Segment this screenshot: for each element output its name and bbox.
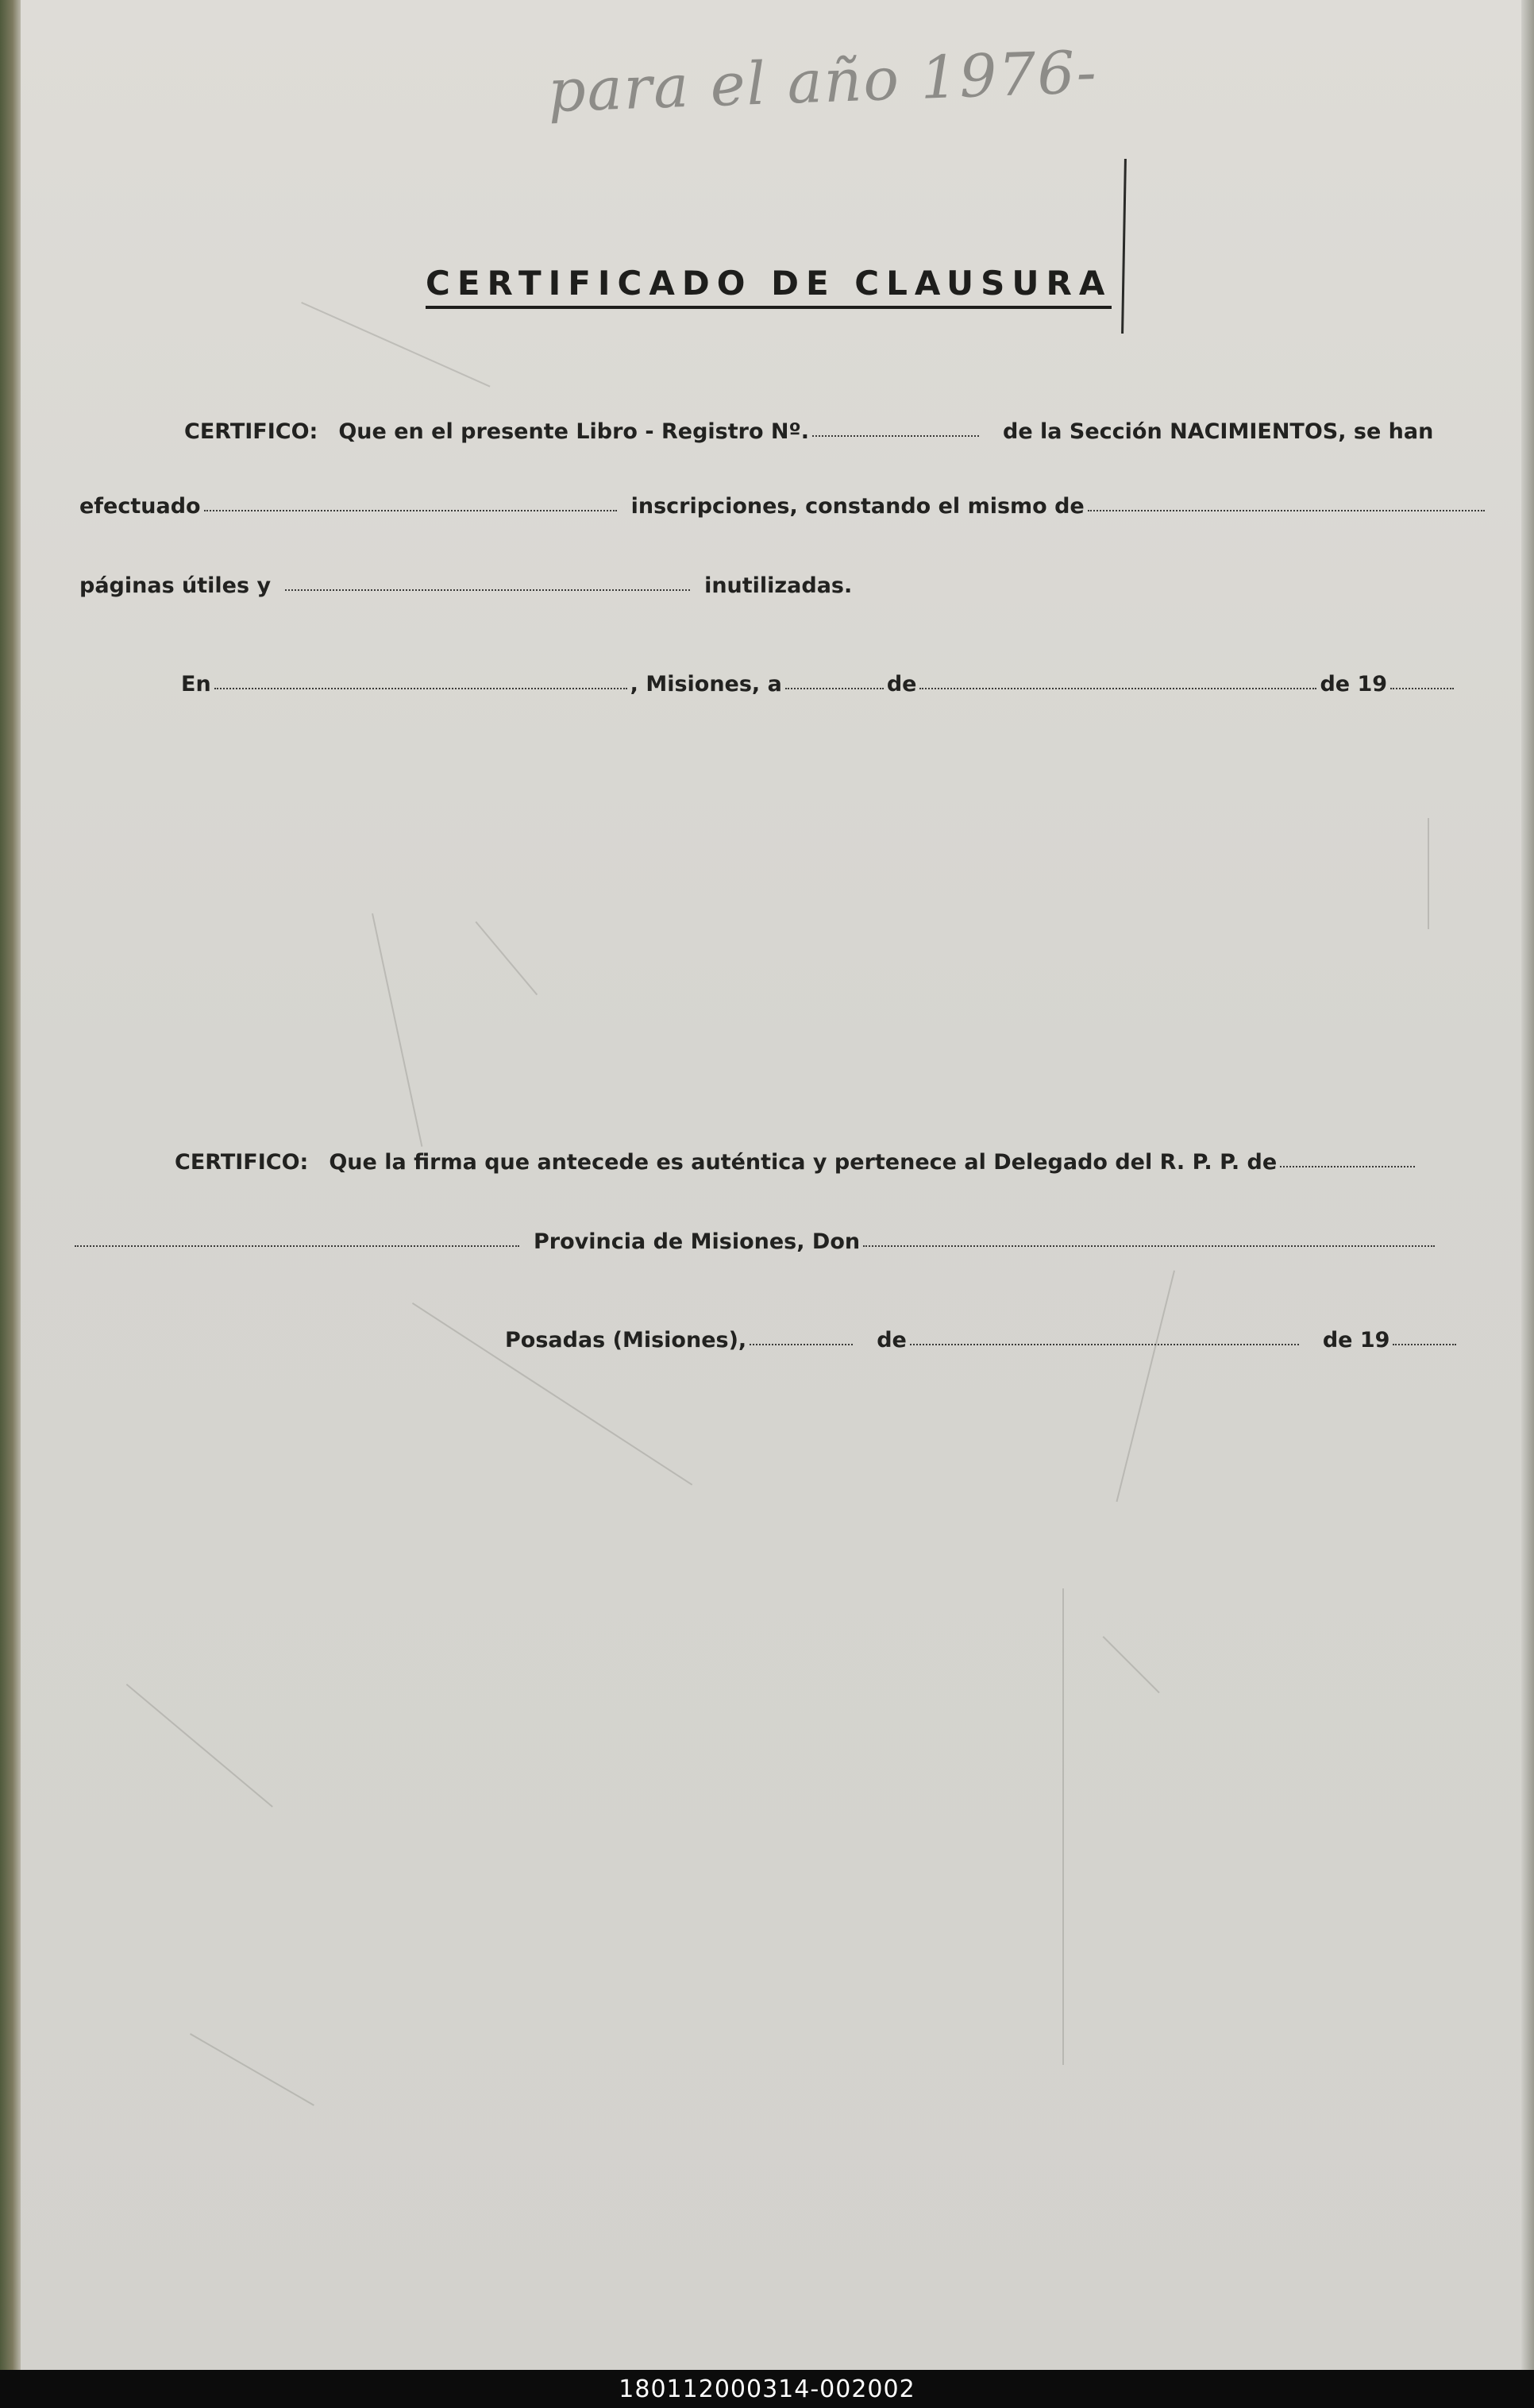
cert2-text: de 19 [1322, 1328, 1390, 1353]
inscripciones-count-field[interactable] [204, 509, 617, 511]
cert2-text: de [877, 1328, 907, 1353]
handwritten-note: para el año 1976- [546, 37, 1099, 126]
cert2-text: Provincia de Misiones, Don [534, 1229, 861, 1254]
cert1-line-2 [79, 494, 1488, 519]
inutilizadas-count-field[interactable] [285, 588, 690, 591]
certifico-label: CERTIFICO: [175, 1150, 309, 1175]
delegado-nombre-field[interactable] [863, 1245, 1435, 1247]
paginas-count-field[interactable] [1088, 509, 1485, 511]
delegacion-field[interactable] [1280, 1165, 1415, 1167]
cert1-text: de [886, 672, 917, 697]
footer-strip [0, 2370, 1534, 2408]
certifico-label: CERTIFICO: [184, 419, 318, 444]
cert1-line-4 [181, 672, 1457, 697]
cert2-text: Que la firma que antecede es auténtica y pertenece al Delegado del R. P. P. de [329, 1150, 1278, 1175]
cert1-text: de 19 [1320, 672, 1388, 697]
cert1-line-3 [79, 573, 852, 598]
cert2-line-3 [505, 1328, 1459, 1353]
localidad-delegacion-field[interactable] [75, 1245, 519, 1247]
binding-edge [0, 0, 21, 2370]
dia-field[interactable] [750, 1343, 853, 1345]
cert1-text: efectuado [79, 494, 201, 519]
cert1-text: , Misiones, a [630, 672, 782, 697]
anio-field[interactable] [1393, 1343, 1456, 1345]
cert2-line-1 [175, 1150, 1418, 1175]
cert2-text: Posadas (Misiones), [505, 1328, 747, 1353]
mes-field[interactable] [910, 1343, 1299, 1345]
anio-field[interactable] [1390, 687, 1454, 689]
cert1-line-1 [184, 419, 1433, 444]
localidad-field[interactable] [214, 687, 627, 689]
mes-field[interactable] [919, 687, 1316, 689]
cert1-text: inutilizadas. [704, 573, 853, 598]
dia-field[interactable] [785, 687, 884, 689]
cert1-text: inscripciones, constando el mismo de [630, 494, 1085, 519]
cert1-text: de la Sección NACIMIENTOS, se han [1003, 419, 1434, 444]
document-id: 180112000314-002002 [619, 2375, 915, 2403]
libro-number-field[interactable] [812, 434, 979, 437]
scratch-mark [1062, 1588, 1064, 2065]
scratch-mark [1428, 818, 1429, 929]
page-title: CERTIFICADO DE CLAUSURA [426, 264, 1112, 309]
cert2-line-2 [71, 1229, 1438, 1254]
cert1-text: En [181, 672, 211, 697]
page-right-edge [1521, 0, 1534, 2370]
document-page [21, 0, 1521, 2370]
cert1-text: páginas útiles y [79, 573, 272, 598]
cert1-text: Que en el presente Libro - Registro Nº. [338, 419, 809, 444]
